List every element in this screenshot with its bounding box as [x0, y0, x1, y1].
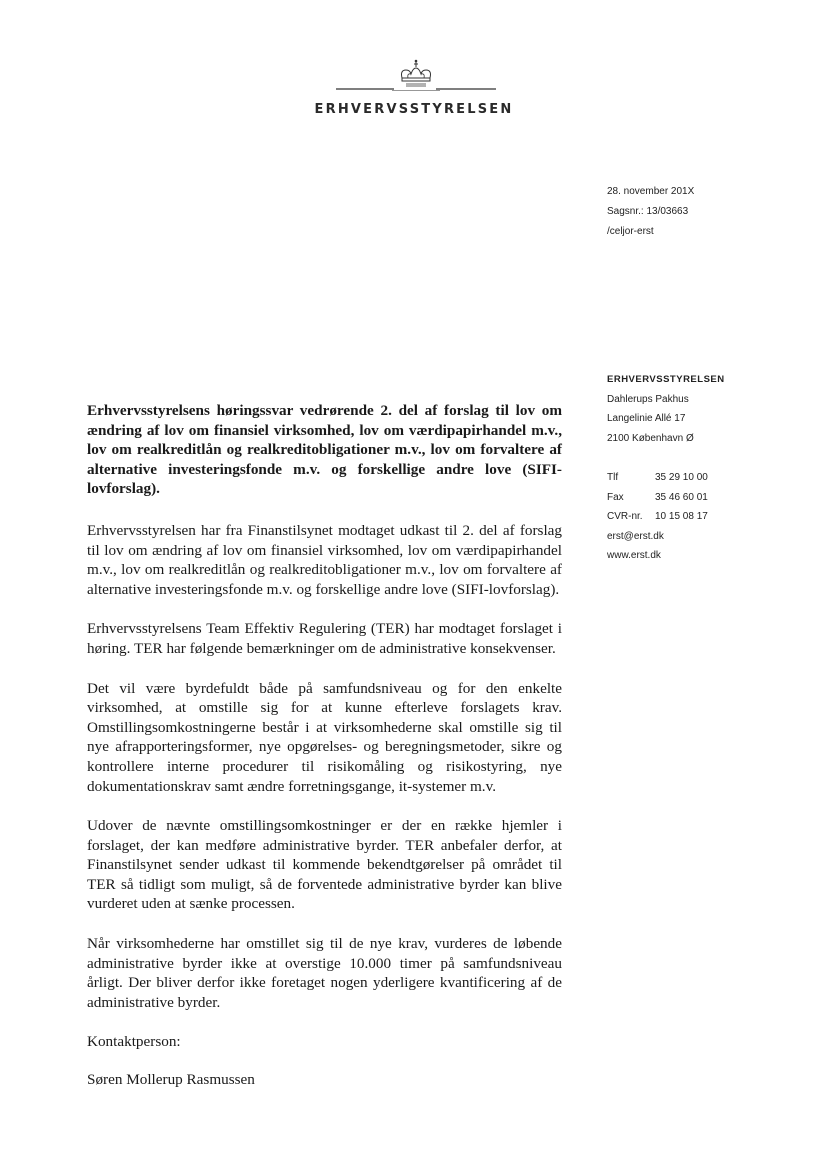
case-number: Sagsnr.: 13/03663	[607, 206, 689, 217]
body-paragraph: Erhvervsstyrelsen har fra Finanstilsynet modtaget udkast til 2. del af forslag til lov om ændring af lov om finansiel virksomhed, lov om værdipapirhandel m.v., lov om realkreditlån og realkreditobligationer m.v., lov om forvaltere af alternative investeringsfonde m.v. og forskellige andre love (SIFI-lovforslag).	[87, 521, 562, 598]
web-link[interactable]: www.erst.dk	[607, 550, 661, 561]
letter-date: 28. november 201X	[607, 186, 695, 197]
logo-wordmark: ERHVERVSSTYRELSEN	[314, 102, 514, 117]
contact-label: Tlf	[607, 472, 619, 483]
crown-icon	[336, 58, 496, 98]
body-paragraph: Erhvervsstyrelsens Team Effektiv Regulering (TER) har modtaget forslaget i høring. TER har følgende bemærkninger om de administrative konsekvenser.	[87, 620, 562, 657]
contact-label: Fax	[607, 491, 624, 503]
address-line: Langelinie Allé 17	[607, 413, 686, 424]
contact-value: 10 15 08 17	[655, 511, 708, 522]
contact-value: 35 46 60 01	[655, 491, 708, 503]
body-paragraph: Det vil være byrdefuldt både på samfundsniveau og for den enkelte virksomhed, at omstille sig for at kunne efterleve forslagets krav. Omstillingsomkostningerne består i at virksomhederne skal omstille sig til nye afrapporteringsformer, nye opgørelses- og beregningsmetoder, sikre og kontrollere interne procedurer til risikomåling og risikostyring, nye dokumentationskrav samt ændre forretningsgange, it-systemer m.v.	[87, 679, 562, 795]
reference: /celjor-erst	[607, 226, 654, 237]
contact-value: 35 29 10 00	[655, 472, 708, 483]
contact-row	[607, 488, 725, 508]
letter-subject: Erhvervsstyrelsens høringssvar vedrørende 2. del af forslag til lov om ændring af lov om finansiel virksomhed, lov om værdipapirhandel m.v., lov om realkreditlån og realkreditobligationer m.v., lov om forvaltere af alternative investeringsfonde m.v. og forskellige andre love (SIFI-lovforslag).	[87, 402, 562, 498]
contact-label: CVR-nr.	[607, 511, 643, 522]
contact-name: Søren Mollerup Rasmussen	[87, 1071, 255, 1089]
contact-row	[607, 468, 725, 488]
body-paragraph: Udover de nævnte omstillingsomkostninger er der en række hjemler i forslaget, der kan medføre administrative byrder. TER anbefaler derfor, at Finanstilsynet sender udkast til kommende bekendtgørelser på området til TER så tidligt som muligt, så de forventede administrative byrder kan blive vurderet uden at sænke processen.	[87, 817, 562, 913]
letter-body	[87, 401, 562, 1108]
sender-org: ERHVERVSSTYRELSEN	[607, 374, 725, 385]
contact-label: Kontaktperson:	[87, 1033, 181, 1051]
body-paragraph: Når virksomhederne har omstillet sig til de nye krav, vurderes de løbende administrative byrder ikke at overstige 10.000 timer på samfundsniveau årligt. Der bliver derfor ikke foretaget nogen yderligere kvantificering af de administrative byrder.	[87, 935, 562, 1011]
letterhead-logo	[0, 58, 828, 128]
sender-address	[607, 370, 725, 566]
contact-row	[607, 507, 725, 527]
address-line: 2100 København Ø	[607, 432, 694, 444]
address-line: Dahlerups Pakhus	[607, 393, 689, 405]
email-link[interactable]: erst@erst.dk	[607, 530, 664, 542]
letter-meta	[607, 182, 694, 242]
